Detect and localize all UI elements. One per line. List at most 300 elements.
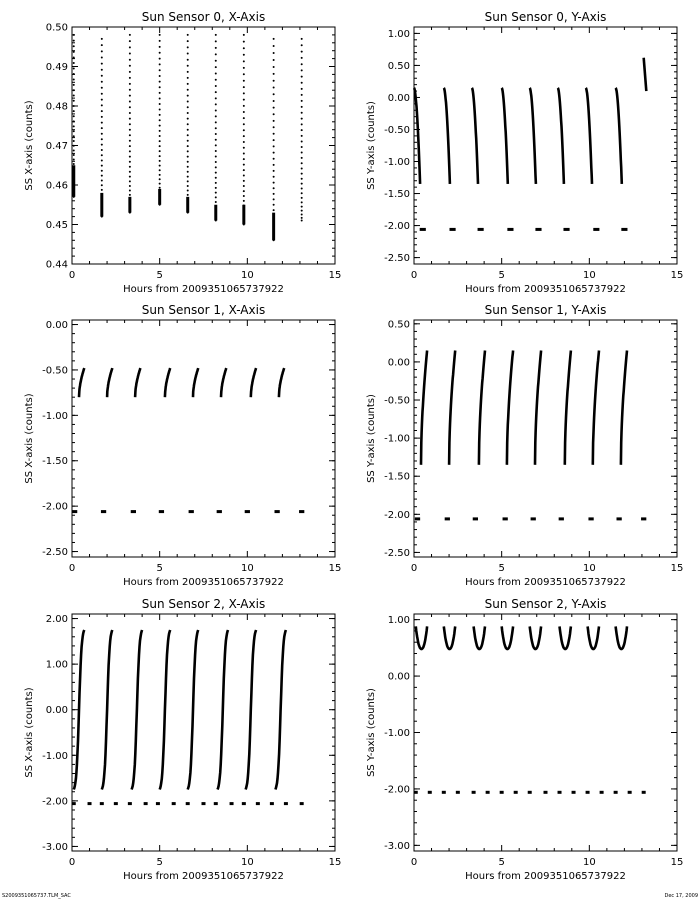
data-point xyxy=(273,164,275,166)
data-point xyxy=(273,204,275,206)
data-point xyxy=(73,154,75,156)
data-point xyxy=(187,89,189,91)
data-point xyxy=(301,167,303,169)
data-curve xyxy=(616,88,622,184)
data-point xyxy=(73,89,75,91)
y-tick-label: 0.50 xyxy=(387,60,410,72)
footer-date: Dec 17, 2009 xyxy=(664,893,698,899)
data-point xyxy=(273,152,275,154)
y-tick-label: 0.00 xyxy=(387,357,410,369)
data-point xyxy=(273,170,275,172)
y-tick-label: 0.00 xyxy=(45,320,68,332)
data-point xyxy=(273,158,275,160)
data-curve xyxy=(132,630,143,790)
data-point xyxy=(187,194,189,196)
data-point xyxy=(159,86,161,88)
data-segment xyxy=(644,58,647,91)
data-point xyxy=(187,100,189,102)
data-point xyxy=(187,95,189,97)
data-point xyxy=(159,114,161,116)
data-point xyxy=(187,59,189,61)
data-point xyxy=(215,187,217,189)
data-point xyxy=(215,133,217,135)
data-point xyxy=(215,91,217,93)
data-point xyxy=(159,103,161,105)
data-point xyxy=(73,100,75,102)
data-point xyxy=(73,51,75,53)
data-point xyxy=(73,135,75,137)
data-curve xyxy=(193,368,198,397)
data-curve xyxy=(102,630,113,790)
data-point xyxy=(215,115,217,117)
data-curve xyxy=(502,88,508,184)
data-point xyxy=(187,134,189,136)
data-point xyxy=(101,138,103,140)
data-point xyxy=(273,209,275,211)
y-tick-label: 0.44 xyxy=(45,259,68,271)
data-point xyxy=(129,180,131,182)
data-curve xyxy=(593,351,599,465)
data-point xyxy=(159,69,161,71)
data-point xyxy=(73,120,75,122)
data-point xyxy=(159,183,161,185)
x-axis-label: Hours from 2009351065737922 xyxy=(123,871,284,882)
x-axis-label: Hours from 2009351065737922 xyxy=(123,284,284,295)
y-tick-label: 2.00 xyxy=(45,614,68,626)
data-point xyxy=(301,38,303,40)
x-tick-label: 10 xyxy=(582,270,596,281)
x-tick-label: 15 xyxy=(670,563,684,574)
x-axis-label: Hours from 2009351065737922 xyxy=(465,284,626,295)
plot-frame xyxy=(72,614,335,851)
data-point xyxy=(243,54,245,56)
data-point xyxy=(301,51,303,53)
footer-filename: S2009351065737.TLM_SAC xyxy=(2,893,71,899)
data-point xyxy=(301,123,303,125)
y-tick-label: 0.00 xyxy=(387,92,410,104)
data-point xyxy=(301,146,303,148)
data-point xyxy=(243,80,245,82)
data-point xyxy=(301,197,303,199)
y-axis-label: SS X-axis (counts) xyxy=(24,393,35,484)
chart-title: Sun Sensor 1, Y-Axis xyxy=(484,303,607,317)
data-point xyxy=(187,129,189,131)
data-point xyxy=(129,134,131,136)
data-point xyxy=(101,133,103,135)
x-tick-label: 0 xyxy=(410,857,418,868)
data-point xyxy=(73,68,75,70)
data-point xyxy=(159,75,161,77)
data-point xyxy=(187,40,189,42)
data-point xyxy=(273,66,275,68)
chart-title: Sun Sensor 2, X-Axis xyxy=(141,597,266,611)
data-curve xyxy=(79,368,84,397)
data-point xyxy=(129,46,131,48)
data-point xyxy=(73,73,75,75)
x-tick-label: 5 xyxy=(498,270,505,281)
data-point xyxy=(301,57,303,59)
data-point xyxy=(101,104,103,106)
data-point xyxy=(215,72,217,74)
chart-title: Sun Sensor 1, X-Axis xyxy=(141,303,266,317)
data-point xyxy=(101,99,103,101)
data-point xyxy=(73,163,75,165)
data-point xyxy=(159,150,161,152)
y-tick-label: -2.00 xyxy=(42,501,68,513)
data-curve xyxy=(586,88,592,184)
x-tick-label: 5 xyxy=(156,857,163,868)
data-point xyxy=(159,169,161,171)
data-point xyxy=(215,121,217,123)
data-point xyxy=(187,166,189,168)
data-point xyxy=(301,183,303,185)
y-tick-label: -1.00 xyxy=(384,728,410,739)
y-tick-label: -0.50 xyxy=(384,124,410,136)
data-point xyxy=(101,170,103,172)
data-point xyxy=(73,140,75,142)
data-point xyxy=(101,44,103,46)
data-point xyxy=(215,127,217,129)
data-point xyxy=(159,165,161,167)
data-point xyxy=(129,161,131,163)
data-point xyxy=(187,34,189,36)
data-point xyxy=(301,140,303,142)
data-point xyxy=(243,152,245,154)
y-tick-label: -1.00 xyxy=(42,410,68,422)
data-point xyxy=(187,145,189,147)
y-tick-label: 0.00 xyxy=(45,705,68,717)
data-point xyxy=(129,150,131,152)
data-point xyxy=(243,34,245,36)
data-point xyxy=(101,110,103,112)
data-point xyxy=(187,171,189,173)
data-point xyxy=(301,220,303,222)
y-axis-label: SS X-axis (counts) xyxy=(24,100,35,191)
chart-title: Sun Sensor 0, Y-Axis xyxy=(484,10,607,24)
data-curve xyxy=(135,368,140,397)
data-point xyxy=(215,53,217,55)
data-point xyxy=(273,139,275,141)
data-point xyxy=(129,123,131,125)
data-point xyxy=(243,185,245,187)
y-tick-label: 0.45 xyxy=(45,220,68,231)
data-point xyxy=(101,38,103,40)
data-curve xyxy=(530,626,541,649)
data-point xyxy=(159,40,161,42)
chart-panel-ss1x xyxy=(24,303,341,588)
data-point xyxy=(215,196,217,198)
data-point xyxy=(215,182,217,184)
data-point xyxy=(273,93,275,95)
y-axis-label: SS Y-axis (counts) xyxy=(366,101,377,190)
data-point xyxy=(159,52,161,54)
y-tick-label: 0.49 xyxy=(45,62,68,73)
data-point xyxy=(129,189,131,191)
data-point xyxy=(243,164,245,166)
x-tick-label: 0 xyxy=(68,270,76,281)
data-point xyxy=(187,123,189,125)
data-point xyxy=(301,100,303,102)
data-point xyxy=(215,177,217,179)
data-point xyxy=(273,198,275,200)
data-point xyxy=(243,123,245,125)
data-point xyxy=(159,34,161,36)
data-point xyxy=(243,129,245,131)
data-point xyxy=(215,97,217,99)
data-point xyxy=(273,87,275,89)
data-point xyxy=(301,88,303,90)
data-curve xyxy=(107,368,112,397)
x-tick-label: 0 xyxy=(410,270,418,281)
y-tick-label: -2.00 xyxy=(384,784,410,796)
data-curve xyxy=(621,351,627,465)
data-point xyxy=(187,112,189,114)
chart-panel-ss2y xyxy=(366,597,683,882)
data-point xyxy=(73,110,75,112)
y-tick-label: -1.00 xyxy=(384,157,410,169)
data-point xyxy=(301,44,303,46)
x-tick-label: 5 xyxy=(156,270,163,281)
data-point xyxy=(215,139,217,141)
data-point xyxy=(243,158,245,160)
data-point xyxy=(215,201,217,203)
data-point xyxy=(101,154,103,156)
y-tick-label: -0.50 xyxy=(384,395,410,407)
data-point xyxy=(301,82,303,84)
data-point xyxy=(273,113,275,115)
data-point xyxy=(215,150,217,152)
y-tick-label: 0.50 xyxy=(387,319,410,331)
plot-frame xyxy=(414,614,677,851)
x-tick-label: 15 xyxy=(328,270,342,281)
data-point xyxy=(273,120,275,122)
data-point xyxy=(243,147,245,149)
data-curve xyxy=(530,88,536,184)
data-point xyxy=(101,149,103,151)
data-point xyxy=(215,109,217,111)
data-point xyxy=(301,151,303,153)
data-point xyxy=(129,65,131,67)
data-point xyxy=(243,41,245,43)
data-point xyxy=(159,130,161,132)
data-point xyxy=(243,175,245,177)
chart-panel-ss0y xyxy=(366,10,683,295)
data-point xyxy=(159,155,161,157)
data-point xyxy=(101,57,103,59)
data-point xyxy=(73,159,75,161)
y-tick-label: 1.00 xyxy=(45,659,68,671)
data-point xyxy=(187,83,189,85)
data-point xyxy=(129,40,131,42)
x-tick-label: 10 xyxy=(240,857,254,868)
data-point xyxy=(101,75,103,77)
data-point xyxy=(129,83,131,85)
y-tick-label: -3.00 xyxy=(42,841,68,853)
data-point xyxy=(129,95,131,97)
data-curve xyxy=(502,626,513,649)
data-point xyxy=(129,145,131,147)
data-point xyxy=(215,166,217,168)
data-point xyxy=(101,189,103,191)
data-point xyxy=(159,140,161,142)
data-point xyxy=(101,81,103,83)
data-point xyxy=(101,127,103,129)
y-tick-label: -2.50 xyxy=(384,547,410,559)
data-point xyxy=(129,118,131,120)
x-tick-label: 15 xyxy=(670,857,684,868)
plot-frame xyxy=(72,27,335,264)
data-point xyxy=(73,78,75,80)
data-point xyxy=(73,115,75,117)
data-point xyxy=(129,89,131,91)
data-point xyxy=(187,161,189,163)
y-tick-label: 1.00 xyxy=(387,615,410,627)
y-tick-label: 1.00 xyxy=(387,28,410,40)
x-axis-label: Hours from 2009351065737922 xyxy=(465,577,626,588)
data-point xyxy=(129,106,131,108)
data-point xyxy=(243,135,245,137)
data-point xyxy=(129,171,131,173)
plot-frame xyxy=(72,320,335,557)
data-point xyxy=(243,117,245,119)
data-curve xyxy=(479,351,485,465)
data-point xyxy=(243,92,245,94)
data-point xyxy=(215,40,217,42)
data-point xyxy=(187,71,189,73)
data-point xyxy=(187,106,189,108)
data-point xyxy=(273,107,275,109)
data-point xyxy=(159,178,161,180)
data-point xyxy=(187,185,189,187)
data-point xyxy=(243,67,245,69)
data-curve xyxy=(444,88,450,184)
x-axis-label: Hours from 2009351065737922 xyxy=(465,871,626,882)
y-tick-label: -1.50 xyxy=(384,189,410,201)
y-tick-label: 0.48 xyxy=(45,101,68,113)
data-point xyxy=(187,65,189,67)
data-point xyxy=(273,52,275,54)
data-point xyxy=(243,195,245,197)
x-tick-label: 0 xyxy=(68,857,76,868)
data-point xyxy=(159,187,161,189)
data-point xyxy=(159,174,161,176)
data-point xyxy=(159,145,161,147)
data-point xyxy=(129,194,131,196)
data-curve xyxy=(188,630,199,790)
data-point xyxy=(301,118,303,120)
data-point xyxy=(159,46,161,48)
data-point xyxy=(187,46,189,48)
x-tick-label: 0 xyxy=(68,563,76,574)
chart-panel-ss2x xyxy=(24,597,341,882)
data-point xyxy=(101,87,103,89)
data-point xyxy=(301,106,303,108)
data-point xyxy=(159,63,161,65)
data-point xyxy=(273,187,275,189)
data-point xyxy=(273,73,275,75)
data-point xyxy=(159,125,161,127)
data-point xyxy=(159,108,161,110)
y-tick-label: 0.50 xyxy=(45,22,68,34)
data-point xyxy=(215,47,217,49)
data-point xyxy=(159,119,161,121)
data-point xyxy=(215,66,217,68)
x-tick-label: 10 xyxy=(582,563,596,574)
data-curve xyxy=(275,630,286,790)
data-point xyxy=(273,176,275,178)
data-point xyxy=(73,45,75,47)
data-point xyxy=(301,217,303,219)
y-tick-label: -2.50 xyxy=(384,253,410,265)
x-tick-label: 5 xyxy=(498,857,505,868)
data-point xyxy=(215,156,217,158)
data-point xyxy=(73,130,75,132)
y-tick-label: 0.00 xyxy=(387,671,410,683)
data-point xyxy=(73,105,75,107)
y-axis-label: SS Y-axis (counts) xyxy=(366,688,377,777)
data-point xyxy=(301,210,303,212)
x-tick-label: 10 xyxy=(240,270,254,281)
data-point xyxy=(301,173,303,175)
data-point xyxy=(159,135,161,137)
data-curve xyxy=(246,630,257,790)
x-axis-label: Hours from 2009351065737922 xyxy=(123,577,284,588)
chart-panel-ss1y xyxy=(366,303,683,588)
y-tick-label: -3.00 xyxy=(384,840,410,852)
data-point xyxy=(187,180,189,182)
data-curve xyxy=(588,626,599,649)
data-point xyxy=(243,73,245,75)
y-tick-label: 0.47 xyxy=(45,141,68,152)
data-point xyxy=(187,189,189,191)
data-point xyxy=(273,193,275,195)
data-point xyxy=(129,34,131,36)
data-point xyxy=(243,60,245,62)
data-point xyxy=(187,176,189,178)
data-point xyxy=(101,122,103,124)
data-curve xyxy=(279,368,284,397)
data-point xyxy=(301,188,303,190)
y-tick-label: 0.46 xyxy=(45,180,68,192)
data-point xyxy=(129,77,131,79)
data-curve xyxy=(444,626,455,649)
data-point xyxy=(243,141,245,143)
y-tick-label: -2.00 xyxy=(42,796,68,808)
x-tick-label: 10 xyxy=(582,857,596,868)
y-tick-label: -2.50 xyxy=(42,547,68,559)
data-point xyxy=(215,172,217,174)
data-point xyxy=(73,84,75,86)
data-point xyxy=(301,129,303,131)
x-tick-label: 10 xyxy=(240,563,254,574)
data-point xyxy=(273,45,275,47)
data-point xyxy=(73,56,75,58)
data-point xyxy=(129,185,131,187)
data-curve xyxy=(449,351,455,465)
data-point xyxy=(101,180,103,182)
data-point xyxy=(301,206,303,208)
data-point xyxy=(129,53,131,55)
data-point xyxy=(243,190,245,192)
data-point xyxy=(101,93,103,95)
data-point xyxy=(301,112,303,114)
data-point xyxy=(129,59,131,61)
data-point xyxy=(101,116,103,118)
data-point xyxy=(73,34,75,36)
data-point xyxy=(129,100,131,102)
data-point xyxy=(243,180,245,182)
data-curve xyxy=(507,351,513,465)
